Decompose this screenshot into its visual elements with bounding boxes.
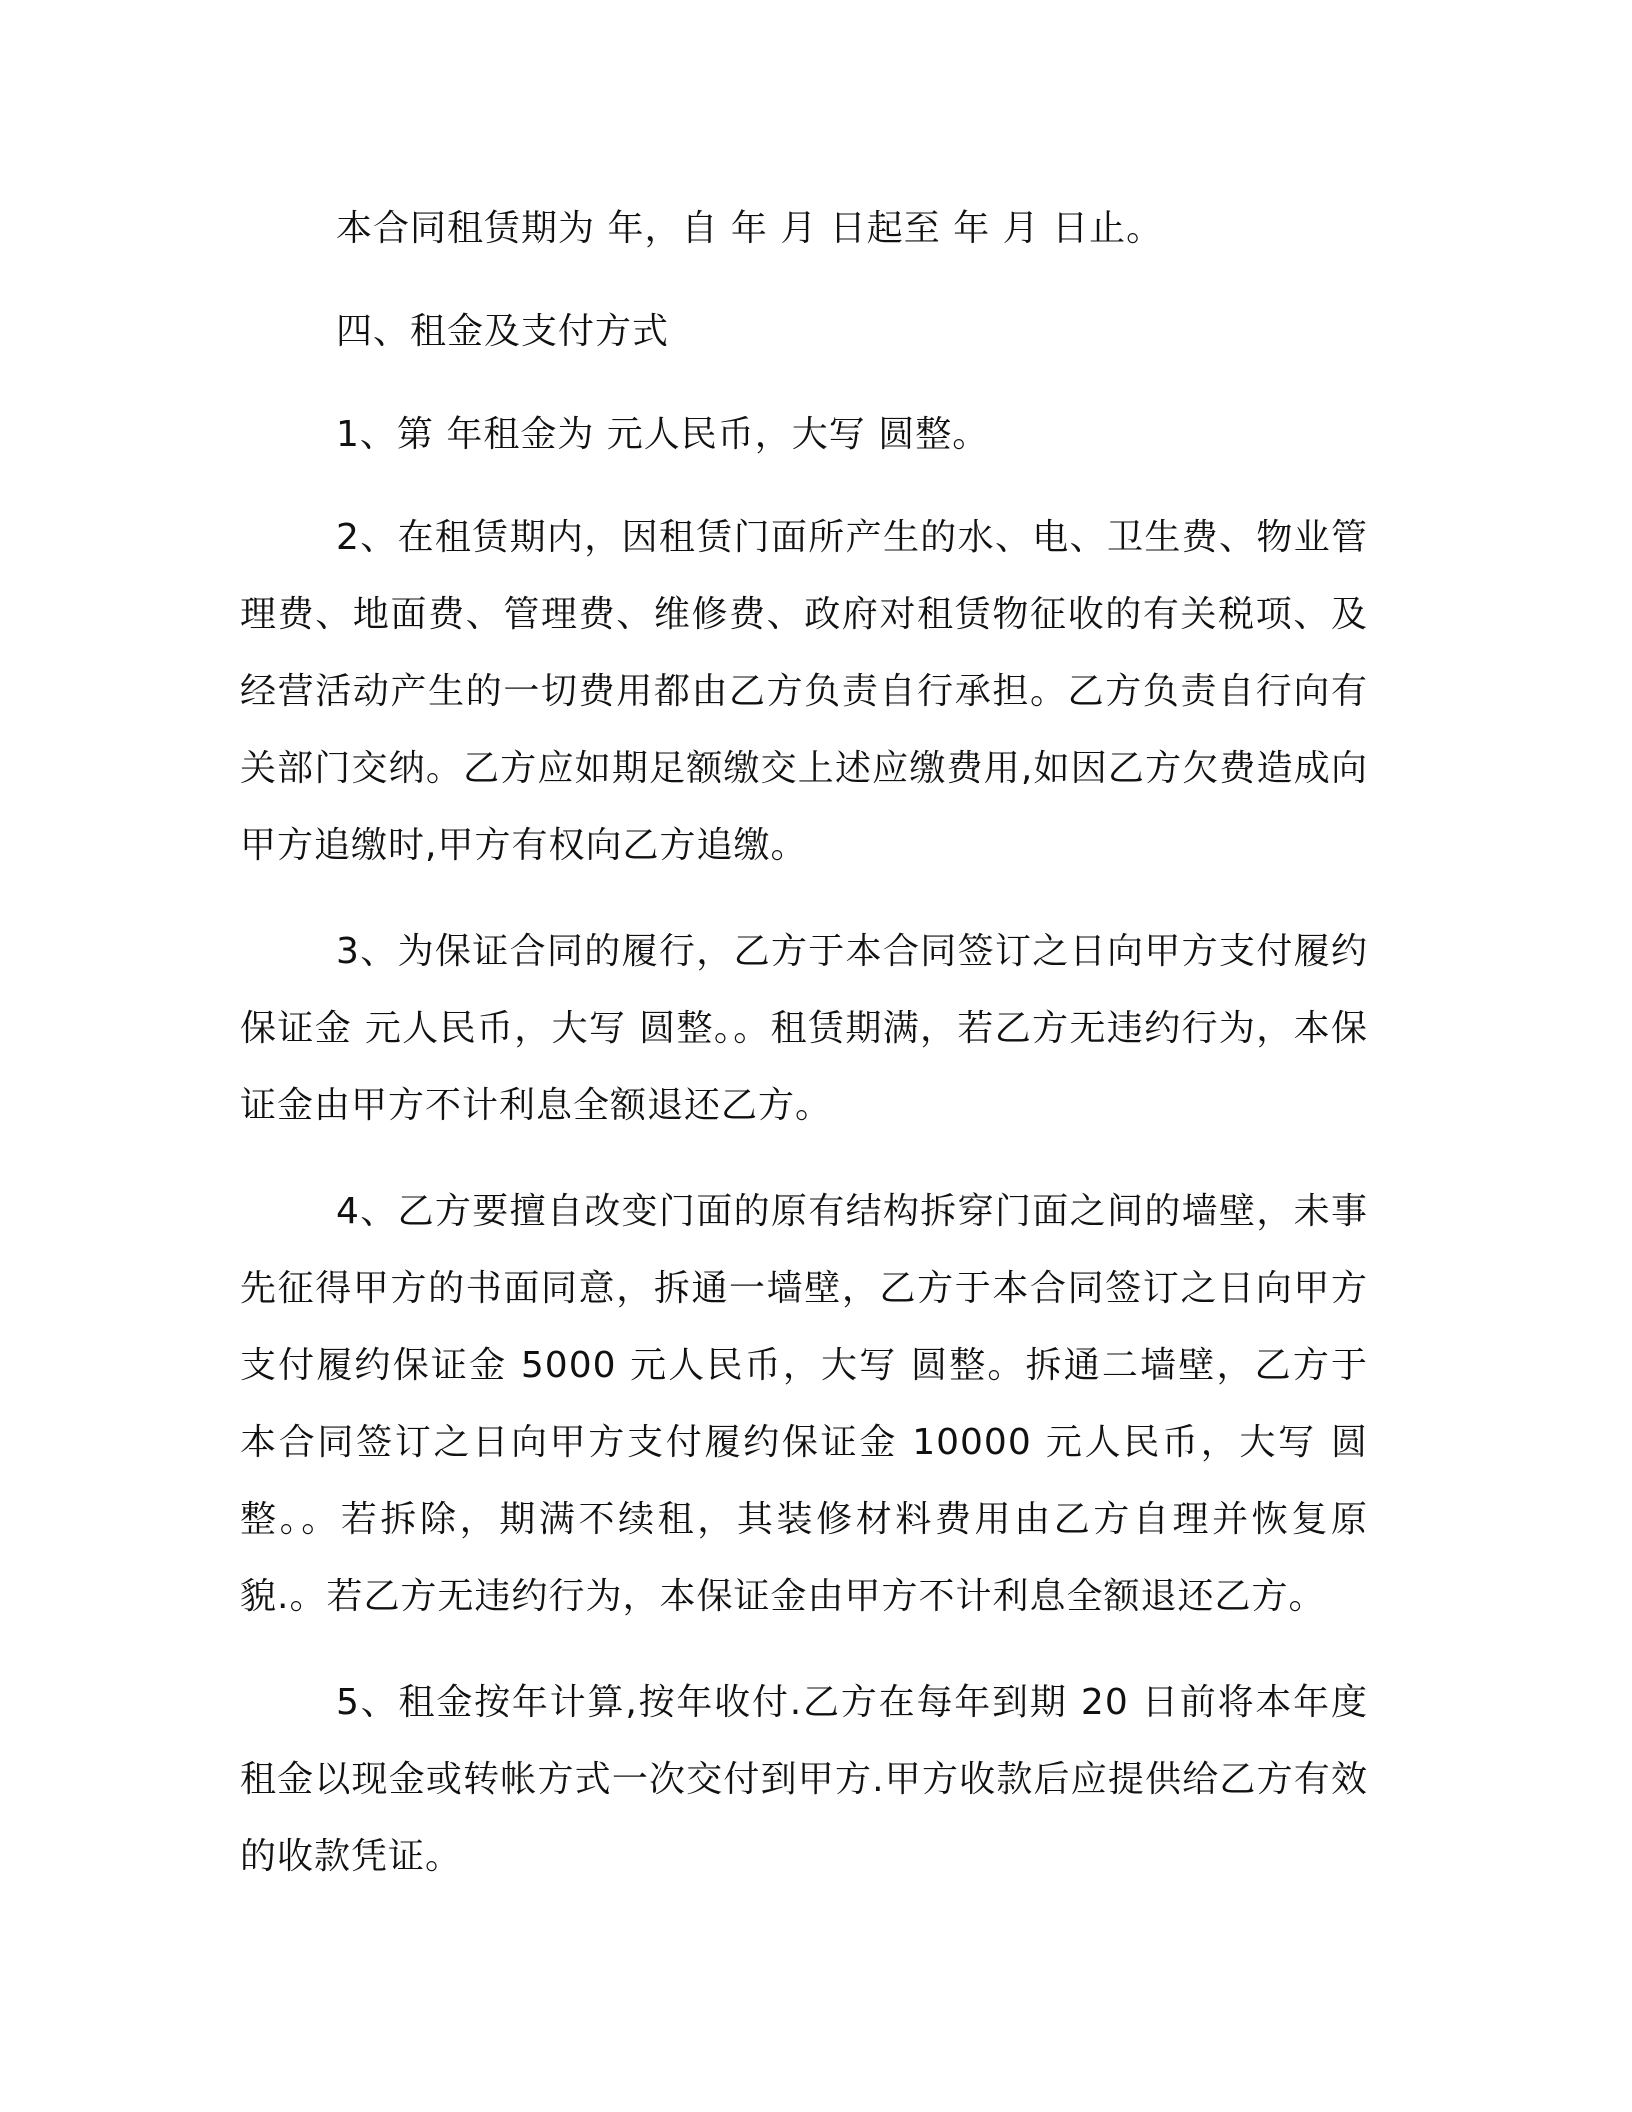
clause-2-fees: 2、在租赁期内，因租赁门面所产生的水、电、卫生费、物业管理费、地面费、管理费、维修费、政府对租赁物征收的有关税项、及经营活动产生的一切费用都由乙方负责自行承担。乙方负责自行向有关部门交纳。乙方应如期足额缴交上述应缴费用,如因乙方欠费造成向甲方追缴时,甲方有权向乙方追缴。 <box>240 517 1368 866</box>
document-body <box>240 190 1368 1895</box>
clause-3-deposit: 3、为保证合同的履行，乙方于本合同签订之日向甲方支付履约保证金 元人民币，大写 圆整。。租赁期满，若乙方无违约行为，本保证金由甲方不计利息全额退还乙方。 <box>240 931 1368 1126</box>
clause-1-annual-rent: 1、第 年租金为 元人民币，大写 圆整。 <box>336 414 990 455</box>
lease-term-paragraph: 本合同租赁期为 年，自 年 月 日起至 年 月 日止。 <box>336 208 1164 249</box>
section-heading-rent-payment: 四、租金及支付方式 <box>336 311 670 352</box>
clause-5-rent-calculation: 5、租金按年计算,按年收付.乙方在每年到期 20 日前将本年度租金以现金或转帐方式一次交付到甲方.甲方收款后应提供给乙方有效的收款凭证。 <box>240 1682 1368 1877</box>
clause-4-structure-change: 4、乙方要擅自改变门面的原有结构拆穿门面之间的墙壁，未事先征得甲方的书面同意，拆通一墙壁，乙方于本合同签订之日向甲方支付履约保证金 5000 元人民币，大写 圆整。拆通二墙壁，乙方于本合同签订之日向甲方支付履约保证金 10000 元人民币，大写 圆整。。若拆除，期满不续租，其装修材料费用由乙方自理并恢复原貌.。若乙方无违约行为，本保证金由甲方不计利息全额退还乙方。 <box>240 1191 1368 1617</box>
